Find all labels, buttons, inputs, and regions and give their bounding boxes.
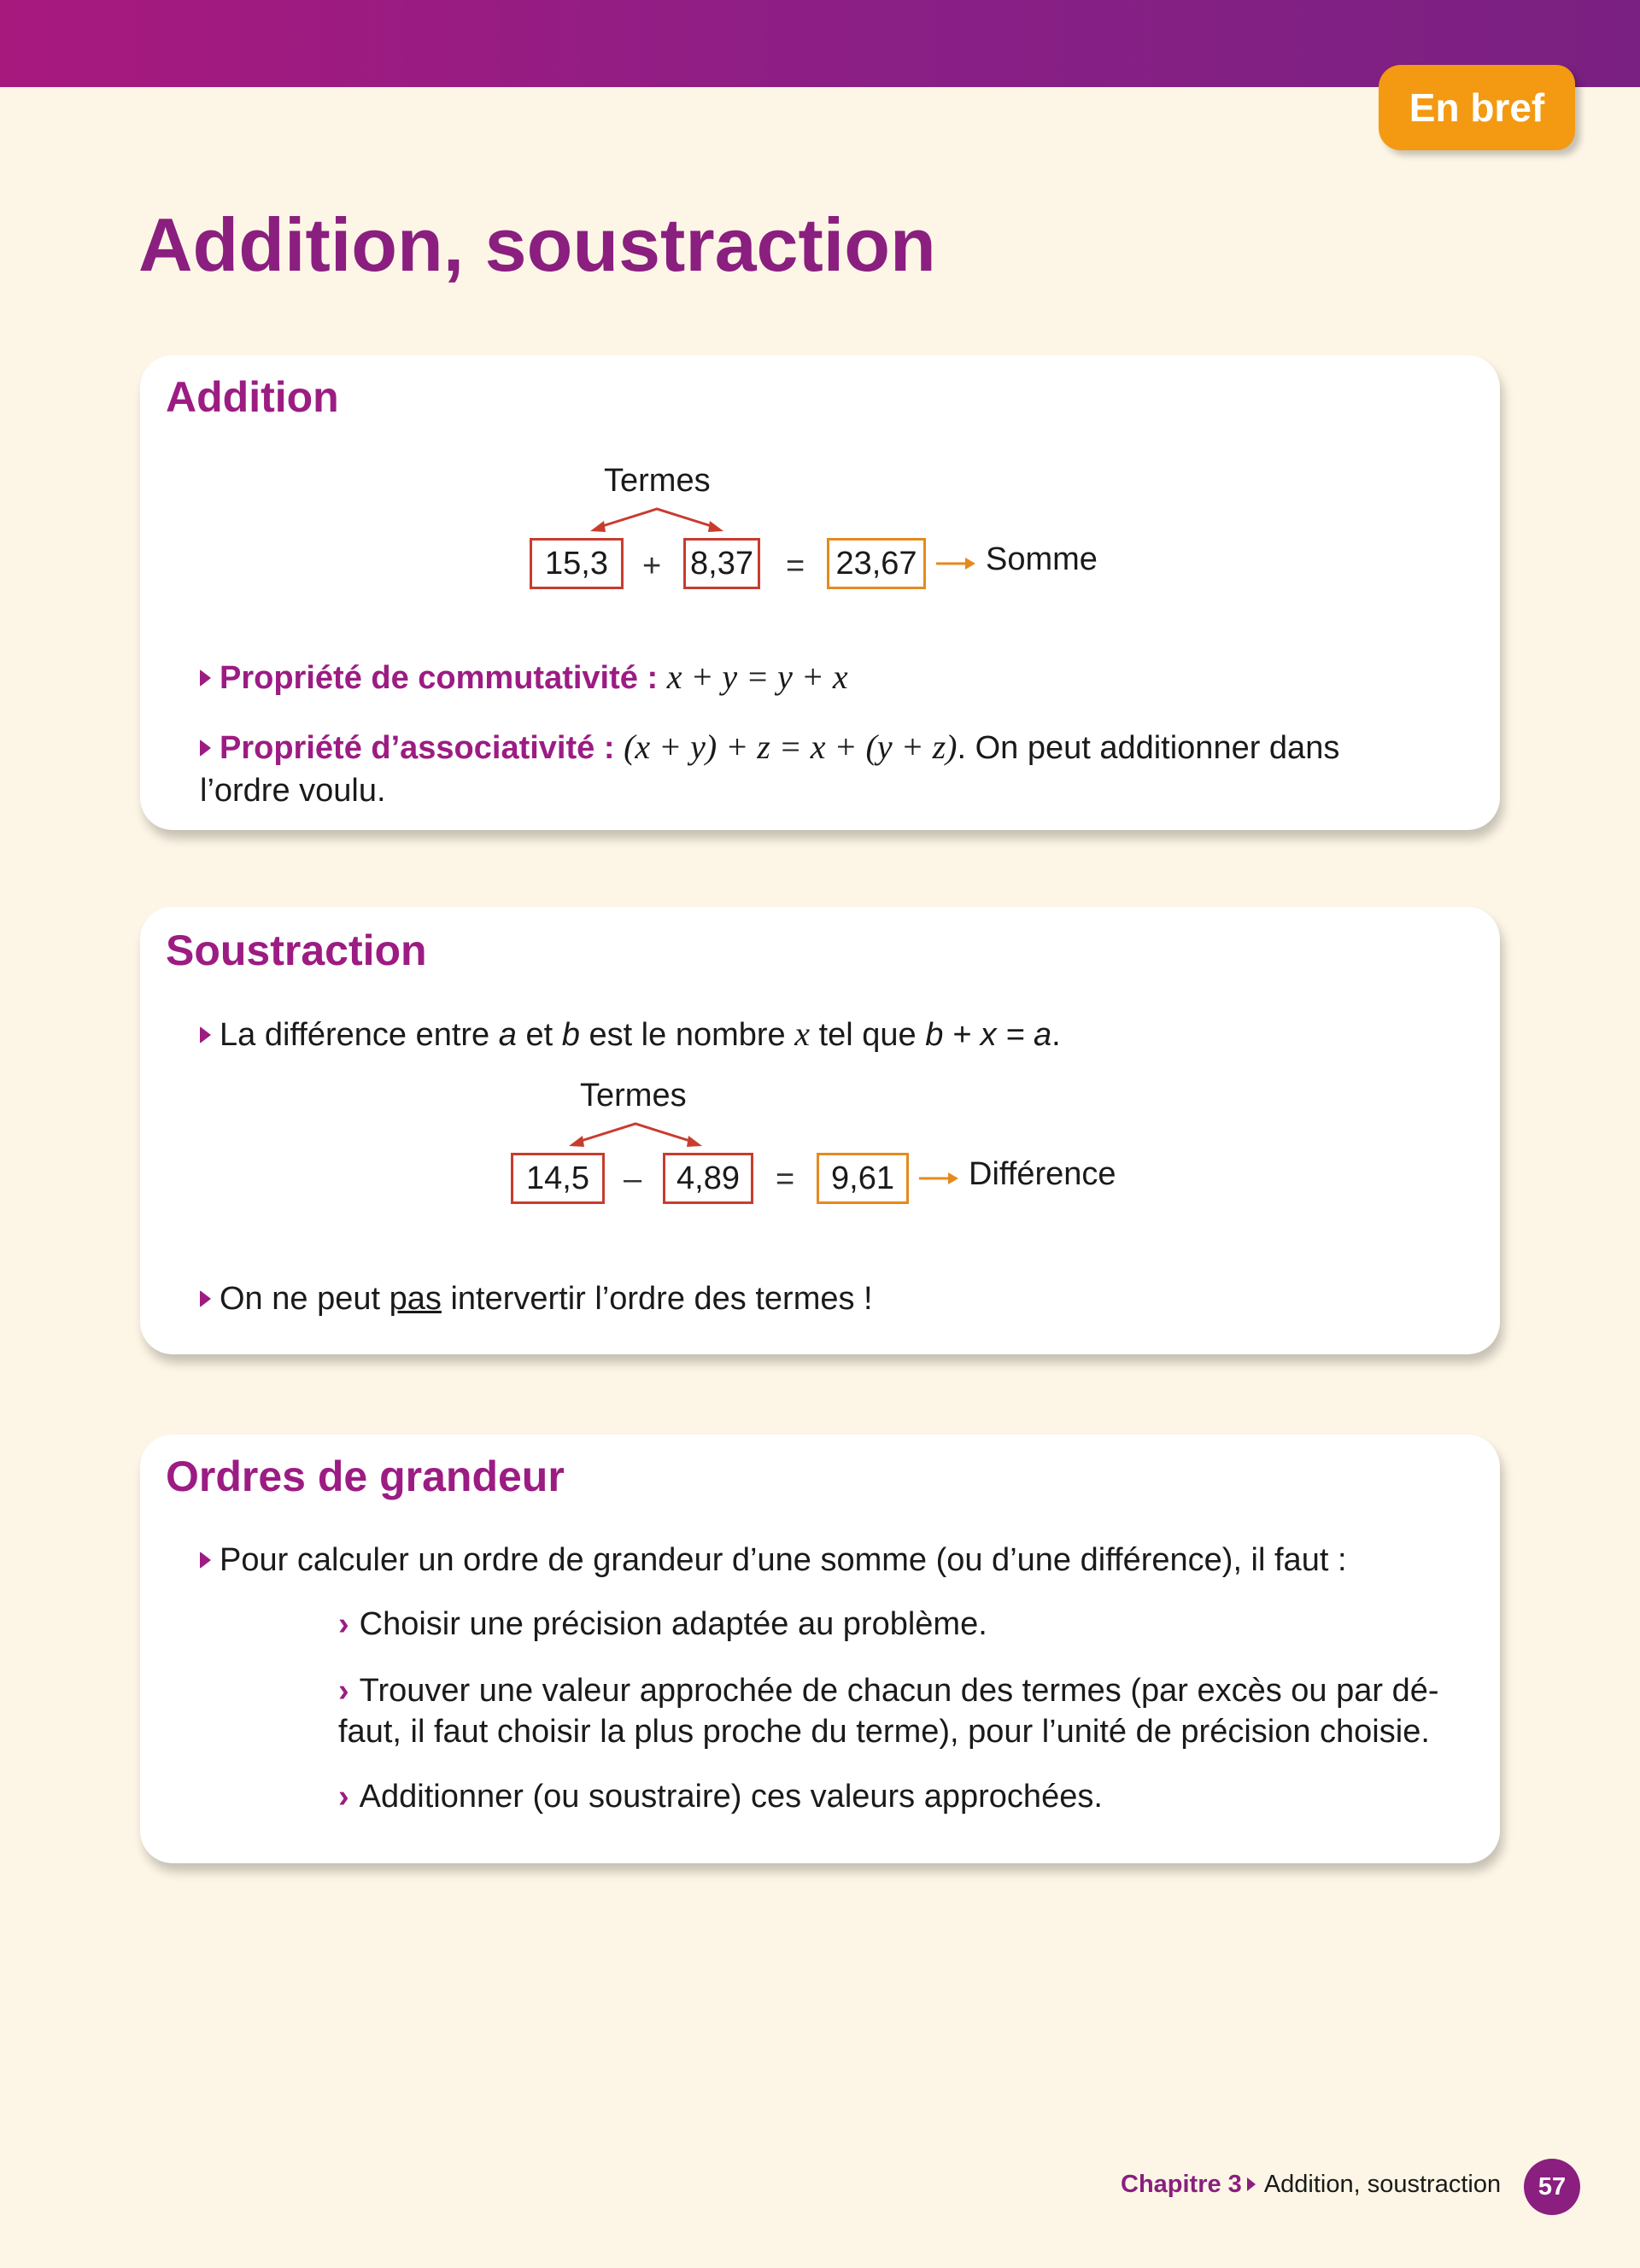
addition-terms-bracket-icon	[589, 500, 725, 535]
addition-result-box: 23,67	[827, 538, 926, 589]
variable-x: x	[794, 1014, 810, 1053]
subtraction-heading: Soustraction	[166, 926, 427, 974]
magnitude-intro	[200, 1539, 1347, 1581]
subtraction-result-box: 9,61	[817, 1153, 909, 1204]
associativity-item	[200, 726, 1413, 812]
subtraction-minus-sign: –	[624, 1161, 642, 1197]
footer-breadcrumb	[1121, 2171, 1501, 2199]
bullet-icon	[200, 1290, 211, 1307]
definition-equation: b + x = a	[925, 1017, 1052, 1053]
commutativity-item	[200, 656, 848, 699]
associativity-formula: (x + y) + z = x + (y + z)	[624, 728, 958, 766]
en-bref-badge: En bref	[1379, 65, 1575, 150]
subtraction-card	[140, 907, 1500, 1354]
step-text: faut, il faut choisir la plus proche du terme), pour l’unité de précision choisie.	[338, 1714, 1430, 1750]
addition-terms-label: Termes	[604, 463, 711, 499]
step-text: Trouver une valeur approchée de chacun des termes (par excès ou par dé-	[359, 1673, 1439, 1709]
definition-text: est le nombre	[589, 1017, 786, 1053]
footer-chapter: Chapitre 3	[1121, 2171, 1242, 2198]
step-text: Choisir une précision adaptée au problème.	[359, 1606, 987, 1642]
page-title: Addition, soustraction	[138, 202, 936, 287]
subtraction-result-label: Différence	[969, 1156, 1116, 1192]
addition-result-label: Somme	[986, 541, 1098, 577]
addition-plus-sign: +	[642, 548, 662, 584]
chevron-right-icon: ›	[338, 1779, 349, 1815]
definition-text: et	[525, 1017, 554, 1053]
note-text: intervertir l’ordre des termes !	[450, 1281, 873, 1317]
addition-term2-box: 8,37	[683, 538, 760, 589]
magnitude-heading: Ordres de grandeur	[166, 1453, 565, 1500]
addition-heading: Addition	[166, 373, 339, 421]
variable-b: b	[561, 1017, 580, 1053]
subtraction-term2-box: 4,89	[663, 1153, 753, 1204]
bullet-icon	[200, 1552, 211, 1569]
definition-text: tel que	[818, 1017, 917, 1053]
note-text: On ne peut	[220, 1281, 381, 1317]
addition-equals-sign: =	[786, 548, 805, 584]
subtraction-definition	[200, 1013, 1061, 1056]
addition-arrow-icon	[936, 555, 979, 572]
magnitude-step-2	[338, 1670, 1439, 1752]
commutativity-formula: x + y = y + x	[666, 658, 848, 696]
subtraction-equals-sign: =	[776, 1161, 795, 1197]
magnitude-step-3	[338, 1776, 1103, 1817]
addition-term1-box: 15,3	[530, 538, 624, 589]
subtraction-terms-label: Termes	[580, 1078, 687, 1114]
magnitude-card	[140, 1435, 1500, 1863]
bullet-icon	[200, 669, 211, 687]
subtraction-terms-bracket-icon	[567, 1115, 704, 1149]
associativity-label: Propriété d’associativité :	[220, 730, 615, 766]
subtraction-arrow-icon	[919, 1170, 962, 1187]
associativity-text: . On peut additionner dans l’ordre voulu.	[200, 730, 1340, 809]
magnitude-step-1	[338, 1604, 987, 1645]
bullet-icon	[200, 739, 211, 757]
variable-a: a	[498, 1017, 517, 1053]
step-text: Additionner (ou soustraire) ces valeurs approchées.	[359, 1779, 1103, 1815]
subtraction-term1-box: 14,5	[511, 1153, 605, 1204]
definition-text: .	[1051, 1017, 1061, 1053]
footer-arrow-icon	[1247, 2177, 1256, 2191]
commutativity-label: Propriété de commutativité :	[220, 660, 659, 696]
chevron-right-icon: ›	[338, 1606, 349, 1642]
chevron-right-icon: ›	[338, 1673, 349, 1709]
bullet-icon	[200, 1026, 211, 1043]
intro-text: Pour calculer un ordre de grandeur d’une somme (ou d’une différence), il faut :	[220, 1542, 1347, 1578]
footer-section: Addition, soustraction	[1263, 2171, 1502, 2198]
note-underlined: pas	[389, 1281, 442, 1317]
addition-card	[140, 355, 1500, 830]
subtraction-note	[200, 1277, 873, 1320]
page-number: 57	[1524, 2159, 1580, 2215]
definition-text: La différence entre	[220, 1017, 490, 1053]
